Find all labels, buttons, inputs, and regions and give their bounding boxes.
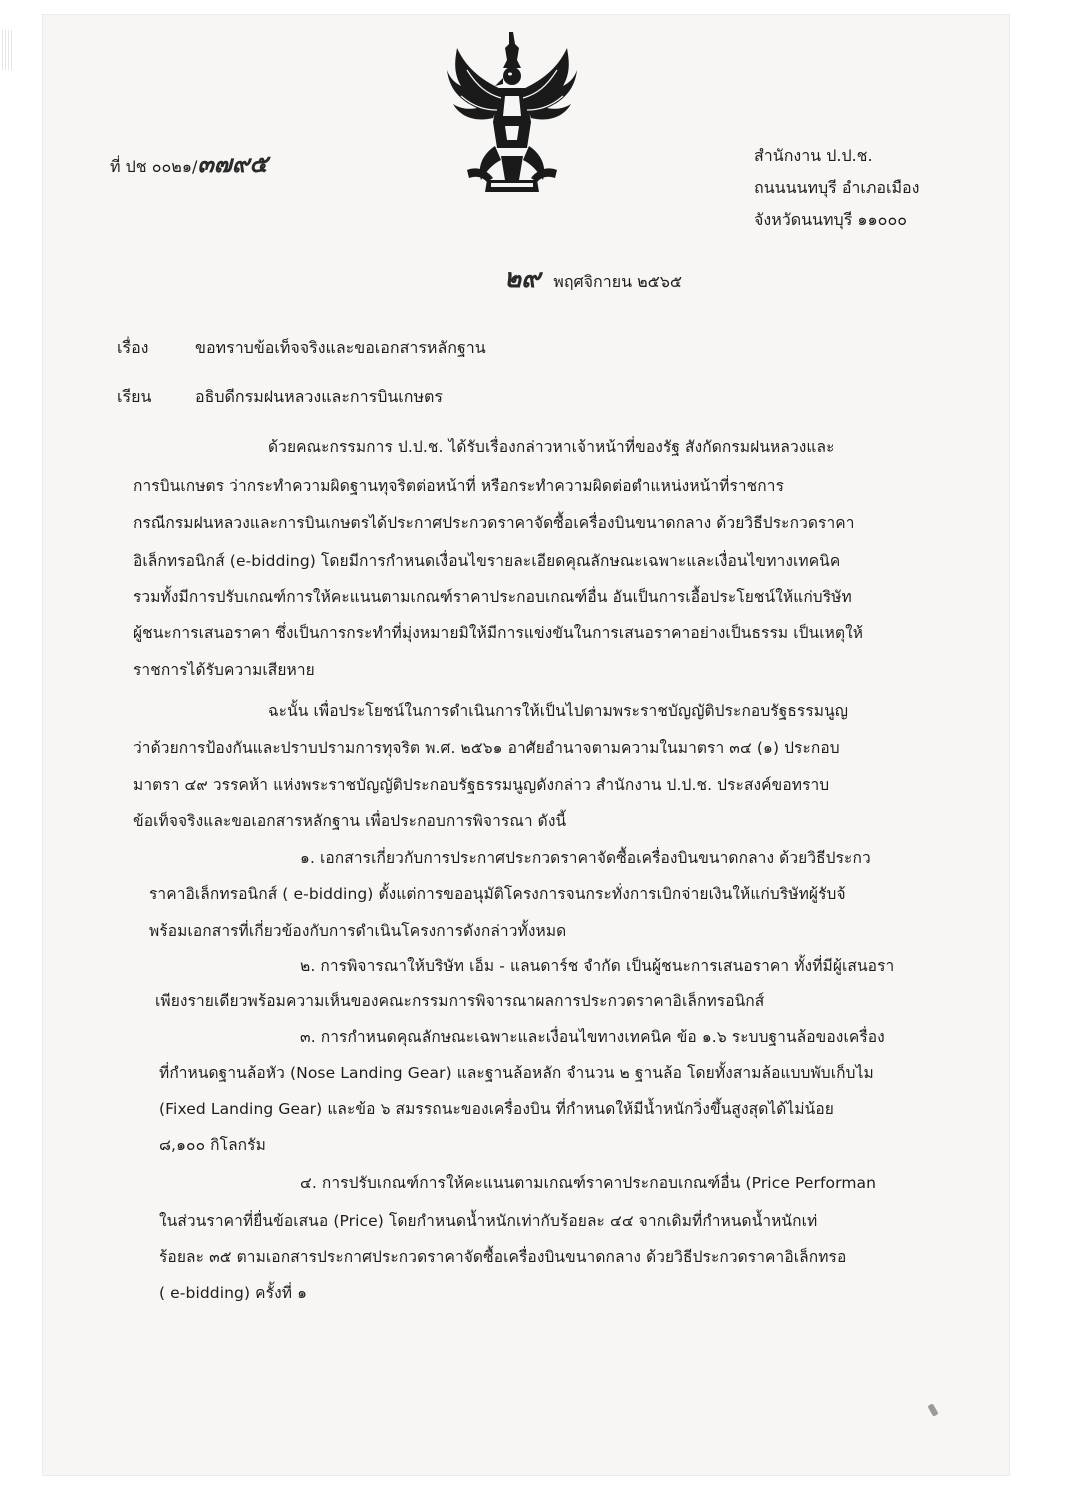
garuda-emblem-icon <box>447 30 577 200</box>
address-line-2: ถนนนนทบุรี อำเภอเมือง <box>754 178 920 197</box>
item1-line-3: พร้อมเอกสารที่เกี่ยวข้องกับการดำเนินโครงการดังกล่าวทั้งหมด <box>149 922 567 940</box>
item3-line-2: ที่กำหนดฐานล้อหัว (Nose Landing Gear) และฐานล้อหลัก จำนวน ๒ ฐานล้อ โดยทั้งสามล้อแบบพับเก็บไม <box>159 1064 874 1082</box>
scan-edge-marks <box>2 30 14 70</box>
para1-line-7: ราชการได้รับความเสียหาย <box>133 661 315 679</box>
item3-line-4: ๘,๑๐๐ กิโลกรัม <box>159 1136 266 1154</box>
document-page <box>42 14 1010 1476</box>
item3-line-1: ๓. การกำหนดคุณลักษณะเฉพาะและเงื่อนไขทางเทคนิค ข้อ ๑.๖ ระบบฐานล้อของเครื่อง <box>300 1028 885 1046</box>
subject-label: เรื่อง <box>117 338 149 357</box>
para2-line-2: ว่าด้วยการป้องกันและปราบปรามการทุจริต พ.ศ. ๒๕๖๑ อาศัยอำนาจตามความในมาตรา ๓๔ (๑) ประกอบ <box>133 739 840 757</box>
doc-number-handwritten: ๓๗๙๕ <box>197 149 268 178</box>
letter-date <box>504 258 682 299</box>
para2-line-1: ฉะนั้น เพื่อประโยชน์ในการดำเนินการให้เป็นไปตามพระราชบัญญัติประกอบรัฐธรรมนูญ <box>268 702 849 720</box>
scan-speck <box>927 1403 938 1416</box>
recipient-text: อธิบดีกรมฝนหลวงและการบินเกษตร <box>195 387 443 406</box>
para1-line-6: ผู้ชนะการเสนอราคา ซึ่งเป็นการกระทำที่มุ่งหมายมิให้มีการแข่งขันในการเสนอราคาอย่างเป็นธรรม เป็นเหตุให้ <box>133 624 864 642</box>
subject-text: ขอทราบข้อเท็จจริงและขอเอกสารหลักฐาน <box>195 338 486 357</box>
para2-line-4: ข้อเท็จจริงและขอเอกสารหลักฐาน เพื่อประกอบการพิจารณา ดังนี้ <box>133 812 567 830</box>
recipient-line <box>117 385 443 410</box>
item4-line-4: ( e-bidding) ครั้งที่ ๑ <box>159 1284 308 1302</box>
date-month-year: พฤศจิกายน ๒๕๖๕ <box>553 272 683 291</box>
item1-line-2: ราคาอิเล็กทรอนิกส์ ( e-bidding) ตั้งแต่การขออนุมัติโครงการจนกระทั่งการเบิกจ่ายเงินให้แก่บริษัทผู้รับจ้ <box>149 885 846 903</box>
office-address <box>754 140 919 236</box>
address-line-1: สำนักงาน ป.ป.ช. <box>754 146 873 165</box>
doc-number-prefix: ที่ ปช ๐๐๒๑/ <box>110 157 198 176</box>
para1-line-2: การบินเกษตร ว่ากระทำความผิดฐานทุจริตต่อหน้าที่ หรือกระทำความผิดต่อตำแหน่งหน้าที่ราชการ <box>133 477 785 495</box>
item3-line-3: (Fixed Landing Gear) และข้อ ๖ สมรรถนะของเครื่องบิน ที่กำหนดให้มีน้ำหนักวิ่งขึ้นสูงสุดได้ไม่น้อย <box>159 1100 834 1118</box>
para1-line-5: รวมทั้งมีการปรับเกณฑ์การให้คะแนนตามเกณฑ์ราคาประกอบเกณฑ์อื่น อันเป็นการเอื้อประโยชน์ให้แก่บริษัท <box>133 588 852 606</box>
para1-line-3: กรณีกรมฝนหลวงและการบินเกษตรได้ประกาศประกวดราคาจัดซื้อเครื่องบินขนาดกลาง ด้วยวิธีประกวดราคา <box>133 514 855 532</box>
para2-line-3: มาตรา ๔๙ วรรคห้า แห่งพระราชบัญญัติประกอบรัฐธรรมนูญดังกล่าว สำนักงาน ป.ป.ช. ประสงค์ขอทราบ <box>133 776 830 794</box>
item2-line-1: ๒. การพิจารณาให้บริษัท เอ็ม - แลนดาร์ช จำกัด เป็นผู้ชนะการเสนอราคา ทั้งที่มีผู้เสนอรา <box>300 957 895 975</box>
date-day-handwritten: ๒๙ <box>504 264 541 294</box>
item4-line-2: ในส่วนราคาที่ยื่นข้อเสนอ (Price) โดยกำหนดน้ำหนักเท่ากับร้อยละ ๔๔ จากเดิมที่กำหนดน้ำหนักเท่ <box>159 1212 818 1230</box>
para1-line-4: อิเล็กทรอนิกส์ (e-bidding) โดยมีการกำหนดเงื่อนไขรายละเอียดคุณลักษณะเฉพาะและเงื่อนไขทางเทคนิค <box>133 552 841 570</box>
item2-line-2: เพียงรายเดียวพร้อมความเห็นของคณะกรรมการพิจารณาผลการประกวดราคาอิเล็กทรอนิกส์ <box>155 992 765 1010</box>
recipient-label: เรียน <box>117 387 152 406</box>
item4-line-3: ร้อยละ ๓๕ ตามเอกสารประกาศประกวดราคาจัดซื้อเครื่องบินขนาดกลาง ด้วยวิธีประกวดราคาอิเล็กทรอ <box>159 1248 847 1266</box>
doc-number <box>110 144 268 183</box>
subject-line <box>117 336 486 361</box>
para1-line-1: ด้วยคณะกรรมการ ป.ป.ช. ได้รับเรื่องกล่าวหาเจ้าหน้าที่ของรัฐ สังกัดกรมฝนหลวงและ <box>268 438 835 456</box>
address-line-3: จังหวัดนนทบุรี ๑๑๐๐๐ <box>754 210 907 229</box>
item1-line-1: ๑. เอกสารเกี่ยวกับการประกาศประกวดราคาจัดซื้อเครื่องบินขนาดกลาง ด้วยวิธีประกว <box>300 849 871 867</box>
item4-line-1: ๔. การปรับเกณฑ์การให้คะแนนตามเกณฑ์ราคาประกอบเกณฑ์อื่น (Price Performan <box>300 1174 877 1192</box>
